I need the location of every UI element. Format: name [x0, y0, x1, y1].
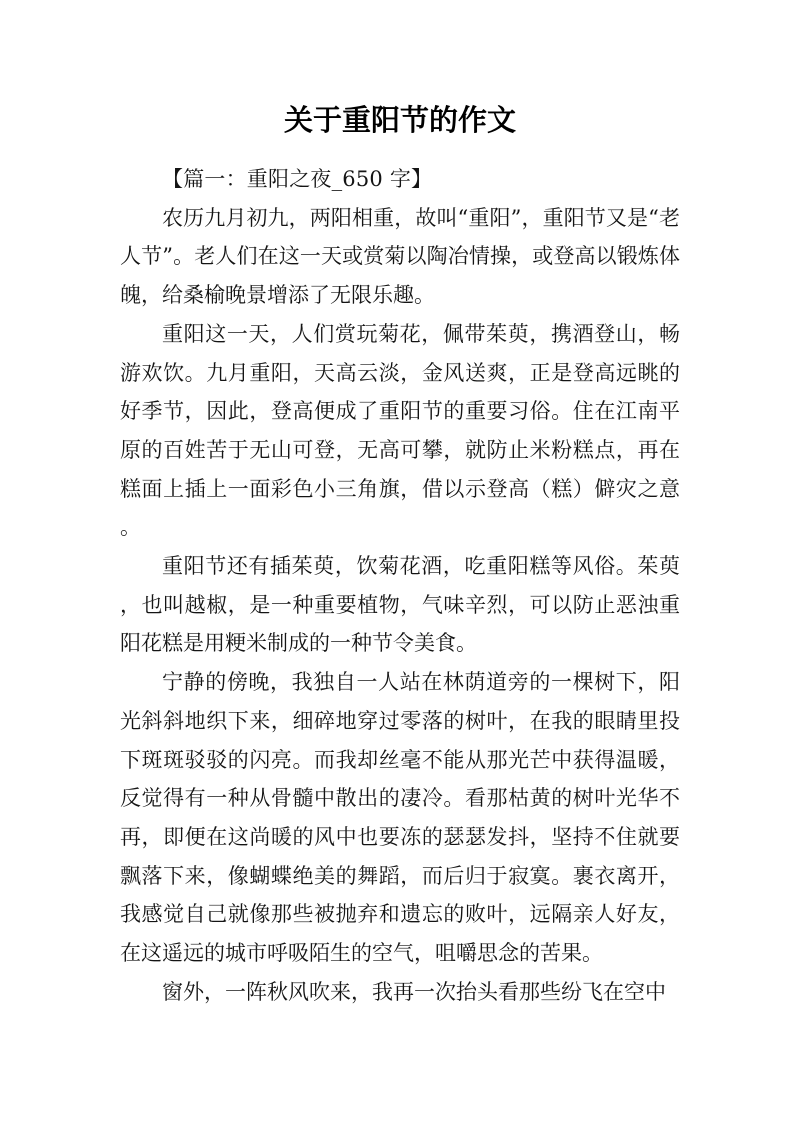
document-body	[120, 160, 680, 1011]
paragraph: 窗外，一阵秋风吹来，我再一次抬头看那些纷飞在空中	[162, 979, 666, 1004]
paragraph: 重阳这一天，人们赏玩菊花，佩带茱萸，携酒登山，畅游欢饮。九月重阳，天高云淡，金风送爽，正是登高远眺的好季节，因此，登高便成了重阳节的重要习俗。住在江南平原的百姓苦于无山可登，无高可攀，就防止米粉糕点，再在糕面上插上一面彩色小三角旗，借以示登高（糕）僻灾之意。	[120, 321, 680, 540]
paragraph: 农历九月初九，两阳相重，故叫“重阳”，重阳节又是“老人节”。老人们在这一天或赏菊以陶冶情操，或登高以锻炼体魄，给桑榆晚景增添了无限乐趣。	[120, 205, 680, 308]
section-heading: 【篇一：重阳之夜_650 字】	[162, 167, 433, 191]
paragraph: 重阳节还有插茱萸，饮菊花酒，吃重阳糕等风俗。茱萸，也叫越椒，是一种重要植物，气味辛烈，可以防止恶浊重阳花糕是用粳米制成的一种节令美食。	[120, 554, 680, 656]
document-title: 关于重阳节的作文	[283, 103, 516, 137]
paragraph: 宁静的傍晚，我独自一人站在林荫道旁的一棵树下，阳光斜斜地织下来，细碎地穿过零落的树叶，在我的眼睛里投下斑斑驳驳的闪亮。而我却丝毫不能从那光芒中获得温暖，反觉得有一种从骨髓中散出的凄冷。看那枯黄的树叶光华不再，即便在这尚暖的风中也要冻的瑟瑟发抖，坚持不住就要飘落下来，像蝴蝶绝美的舞蹈，而后归于寂寞。裹衣离开，我感觉自己就像那些被抛弃和遗忘的败叶，远隔亲人好友，在这遥远的城市呼吸陌生的空气，咀嚼思念的苦果。	[120, 670, 680, 966]
